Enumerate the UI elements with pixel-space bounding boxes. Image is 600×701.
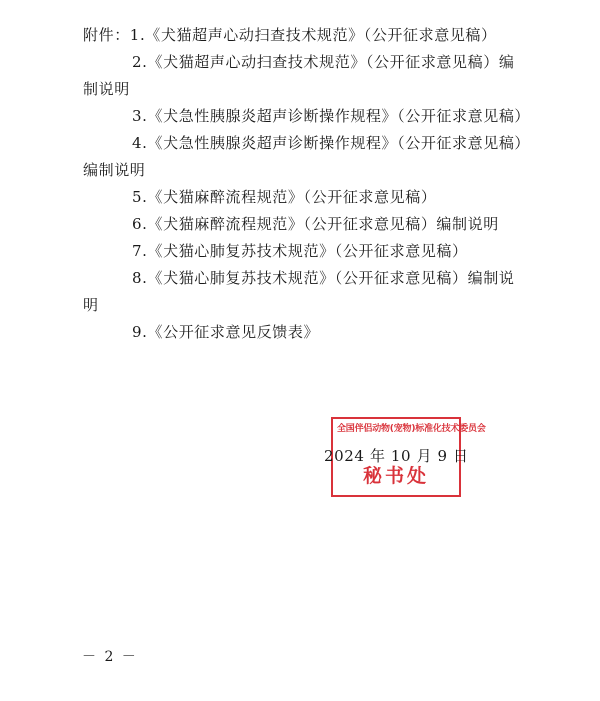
attachment-line-2: 2.《犬猫超声心动扫查技术规范》（公开征求意见稿）编 xyxy=(132,53,515,71)
attachment-line-7: 7.《犬猫心肺复苏技术规范》（公开征求意见稿） xyxy=(132,242,468,260)
attachment-line-8-cont: 明 xyxy=(83,296,99,314)
attachment-line-8: 8.《犬猫心肺复苏技术规范》（公开征求意见稿）编制说 xyxy=(132,269,515,287)
document-date: 2024 年 10 月 9 日 xyxy=(324,447,469,465)
attachment-line-3: 3.《犬急性胰腺炎超声诊断操作规程》（公开征求意见稿） xyxy=(132,107,531,125)
seal-organization: 全国伴侣动物(宠物)标准化技术委员会 xyxy=(337,424,486,434)
seal-office: 秘书处 xyxy=(362,465,429,487)
page-number: － 2 － xyxy=(82,649,138,665)
attachment-line-9: 9.《公开征求意见反馈表》 xyxy=(132,323,320,341)
attachment-line-4-cont: 编制说明 xyxy=(83,161,146,179)
attachment-line-5: 5.《犬猫麻醉流程规范》（公开征求意见稿） xyxy=(132,188,437,206)
attachment-line-1: 附件：1.《犬猫超声心动扫查技术规范》（公开征求意见稿） xyxy=(83,26,497,44)
attachment-line-6: 6.《犬猫麻醉流程规范》（公开征求意见稿）编制说明 xyxy=(132,215,499,233)
attachment-line-2-cont: 制说明 xyxy=(83,80,130,98)
attachment-line-4: 4.《犬急性胰腺炎超声诊断操作规程》（公开征求意见稿） xyxy=(132,134,531,152)
